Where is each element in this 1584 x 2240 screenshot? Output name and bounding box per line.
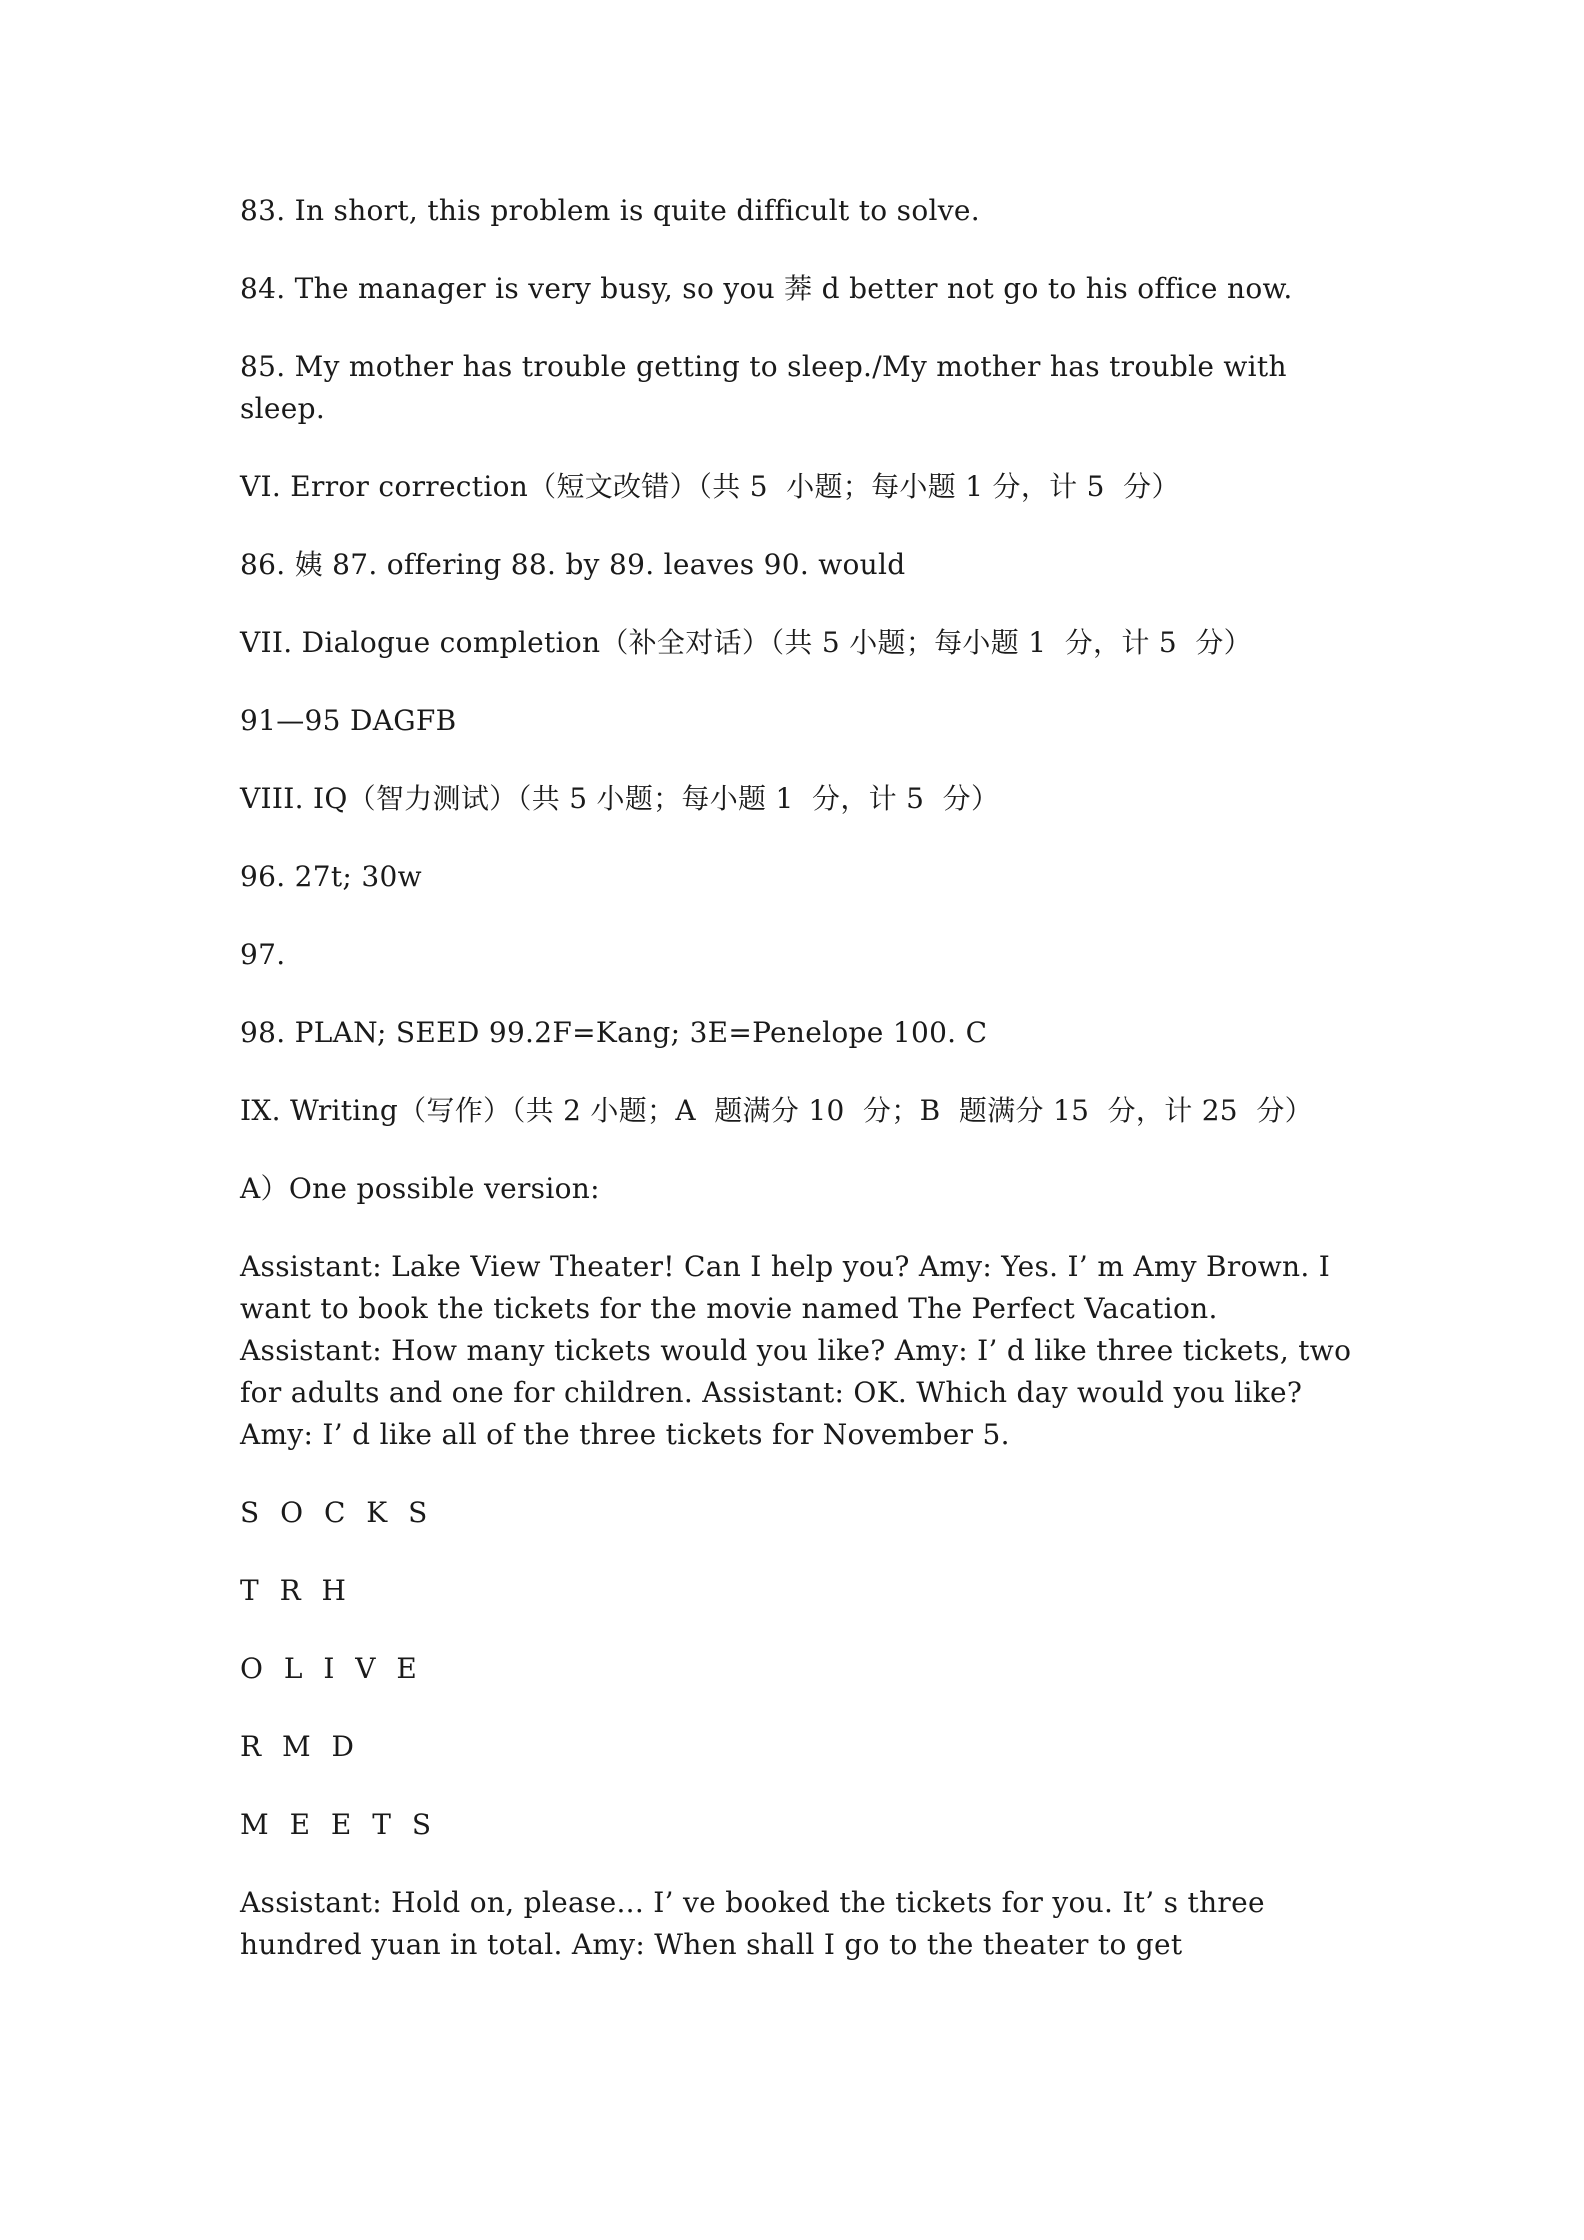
section-heading-writing: IX. Writing（写作）（共 2 小题；A 题满分 10 分；B 题满分 15 分，计 25 分） bbox=[240, 1094, 1313, 1127]
version-label: A）One possible version: bbox=[240, 1172, 600, 1205]
puzzle-row: R M D bbox=[240, 1730, 361, 1763]
answers-91-95: 91—95 DAGFB bbox=[240, 704, 457, 737]
answers-98-100: 98. PLAN; SEED 99.2F=Kang; 3E=Penelope 100. C bbox=[240, 1016, 988, 1049]
puzzle-row: M E E T S bbox=[240, 1808, 438, 1841]
dialogue-paragraph: Assistant: Lake View Theater! Can I help you? Amy: Yes. I’ m Amy Brown. I want to book the tickets for the movie named The Perfect Vacation. Assistant: How many tickets would you like? Amy: I’ d like three tickets, two for adults and one for children. Assistant: OK. Which day would you like? Amy: I’ d like all of the three tickets for November 5. bbox=[240, 1250, 1361, 1451]
section-heading-iq: VIII. IQ（智力测试）（共 5 小题；每小题 1 分，计 5 分） bbox=[240, 782, 1000, 815]
puzzle-row: O L I V E bbox=[240, 1652, 423, 1685]
answer-85: 85. My mother has trouble getting to sleep./My mother has trouble with sleep. bbox=[240, 350, 1297, 425]
section-heading-error-correction: VI. Error correction（短文改错）（共 5 小题；每小题 1 分，计 5 分） bbox=[240, 470, 1180, 503]
puzzle-row: T R H bbox=[240, 1574, 352, 1607]
answer-96: 96. 27t; 30w bbox=[240, 860, 422, 893]
answers-86-90: 86. 姨 87. offering 88. by 89. leaves 90. would bbox=[240, 548, 906, 581]
document-page bbox=[240, 190, 1360, 2002]
answer-83: 83. In short, this problem is quite difficult to solve. bbox=[240, 194, 980, 227]
answer-97: 97. bbox=[240, 938, 286, 971]
answer-84: 84. The manager is very busy, so you 莾 d better not go to his office now. bbox=[240, 272, 1293, 305]
section-heading-dialogue-completion: VII. Dialogue completion（补全对话）（共 5 小题；每小题 1 分，计 5 分） bbox=[240, 626, 1252, 659]
puzzle-row: S O C K S bbox=[240, 1496, 434, 1529]
dialogue-closing-paragraph: Assistant: Hold on, please... I’ ve booked the tickets for you. It’ s three hundred yuan in total. Amy: When shall I go to the theater to get bbox=[240, 1886, 1275, 1961]
